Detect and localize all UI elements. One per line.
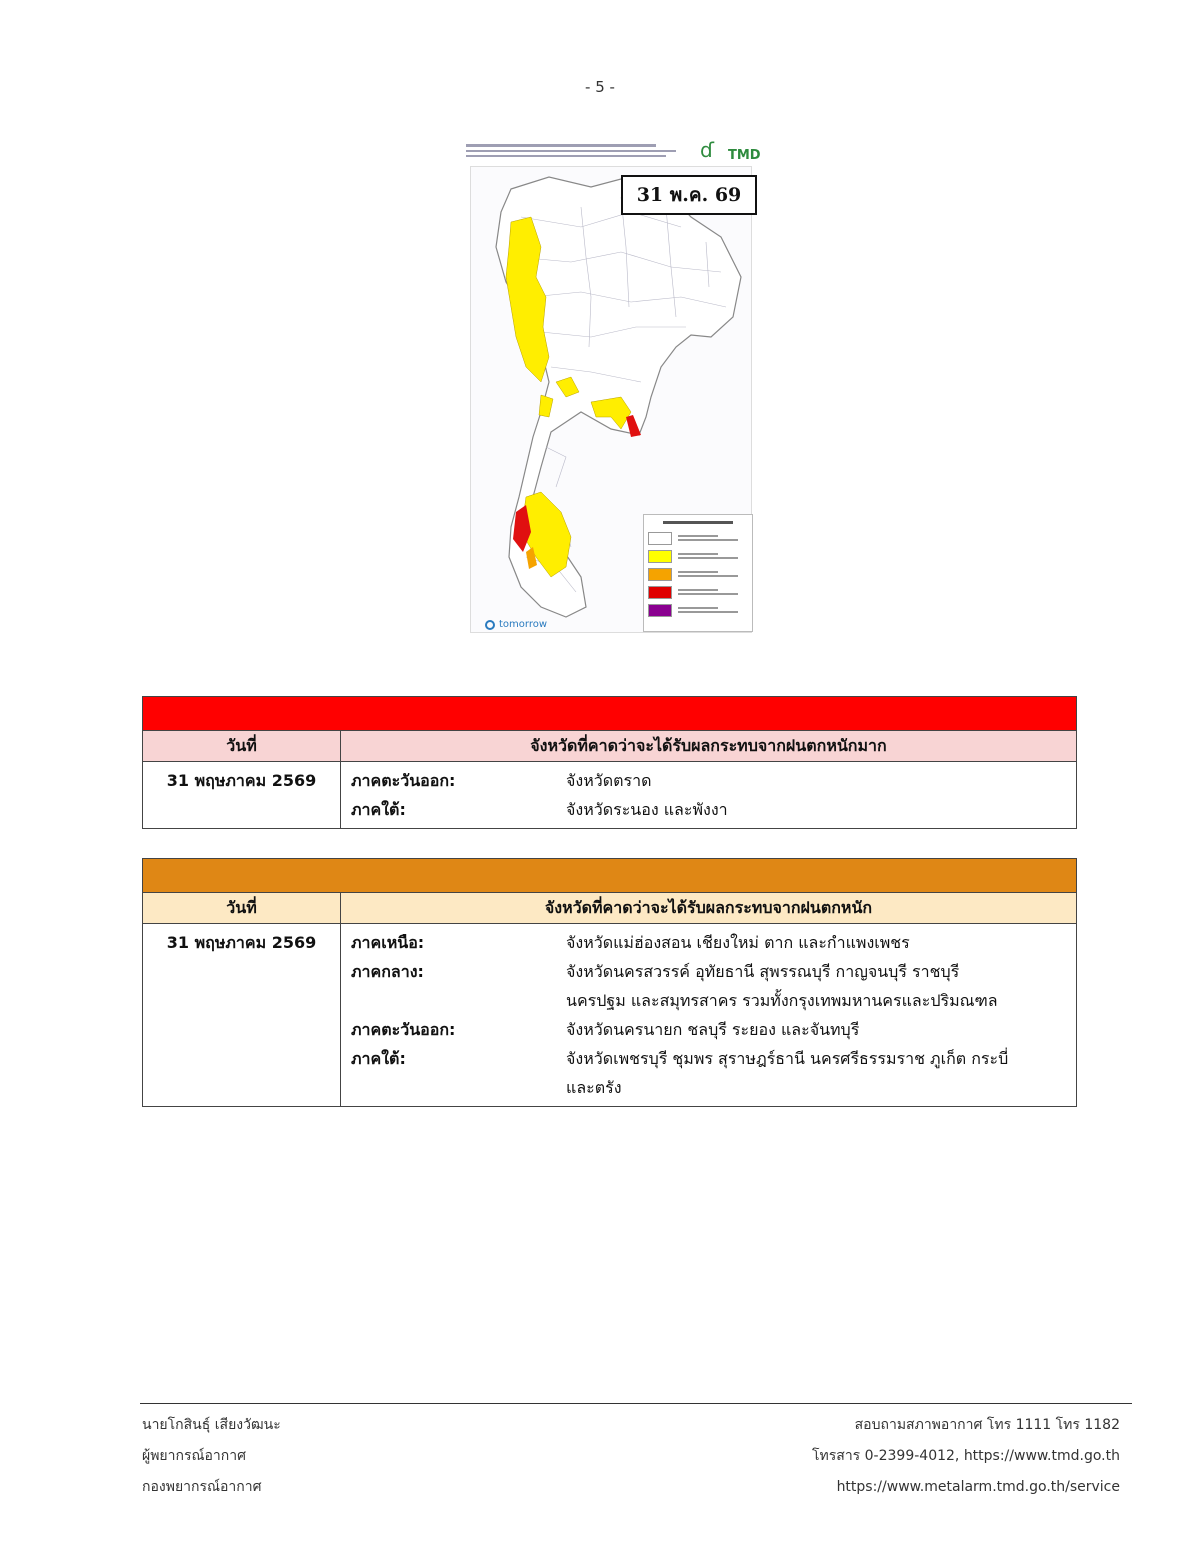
region-line: [351, 957, 1068, 986]
region-name: ภาคใต้:: [351, 800, 406, 819]
map-subtitle-line: [466, 150, 676, 152]
region-name: ภาคตะวันออก:: [351, 771, 456, 790]
map-canvas: [470, 166, 752, 633]
region-name: ภาคตะวันออก:: [351, 1020, 456, 1039]
region-provinces: จังหวัดนครสวรรค์ อุทัยธานี สุพรรณบุรี กาญจนบุรี ราชบุรี: [566, 962, 960, 981]
hotline-text: สอบถามสภาพอากาศ โทร 1111 โทร 1182: [854, 1417, 1120, 1433]
footer-signature: [142, 1410, 281, 1503]
forecaster-name: นายโกสินธุ์ เสียงวัฒนะ: [142, 1417, 281, 1433]
footer-contact: [812, 1410, 1120, 1503]
map-date-stamp: 31 พ.ค. 69: [621, 175, 757, 215]
region-name: ภาคใต้:: [351, 1049, 406, 1068]
brand-leaf-icon: ɗ: [700, 138, 714, 162]
very-heavy-rain-band: [143, 697, 1077, 731]
legend-row: [648, 565, 748, 583]
map-subtitle-line: [466, 155, 666, 157]
forecast-date: 31 พฤษภาคม 2569: [143, 762, 341, 829]
page-number: - 5 -: [585, 78, 615, 96]
forecaster-position: ผู้พยากรณ์อากาศ: [142, 1448, 246, 1464]
service-link[interactable]: https://www.metalarm.tmd.go.th/service: [836, 1479, 1120, 1495]
column-header-date: วันที่: [143, 893, 341, 924]
region-provinces: นครปฐม และสมุทรสาคร รวมทั้งกรุงเทพมหานครและปริมณฑล: [566, 991, 998, 1010]
brand-logo: TMD: [728, 148, 761, 163]
tomorrow-logo: [485, 619, 547, 630]
region-name: ภาคเหนือ:: [351, 933, 425, 952]
region-line: [351, 766, 1068, 795]
legend-row: [648, 529, 748, 547]
affected-regions: [341, 762, 1077, 829]
legend-swatch: [648, 604, 672, 617]
region-line: [351, 928, 1068, 957]
column-header-date: วันที่: [143, 731, 341, 762]
region-provinces: จังหวัดแม่ฮ่องสอน เชียงใหม่ ตาก และกำแพงเพชร: [566, 933, 910, 952]
region-line: [351, 1073, 1068, 1102]
map-header: [460, 136, 760, 166]
tomorrow-logo-icon: [485, 620, 495, 630]
rain-forecast-map: [460, 136, 760, 636]
very-heavy-rain-table: [142, 696, 1077, 829]
column-header-provinces: จังหวัดที่คาดว่าจะได้รับผลกระทบจากฝนตกหนัก: [341, 893, 1077, 924]
legend-title-line: [663, 521, 733, 524]
legend-row: [648, 583, 748, 601]
legend-swatch: [648, 586, 672, 599]
region-name: [351, 1073, 566, 1102]
map-legend: [643, 514, 753, 632]
region-line: [351, 795, 1068, 824]
legend-swatch: [648, 568, 672, 581]
forecast-date: 31 พฤษภาคม 2569: [143, 924, 341, 1107]
column-header-provinces: จังหวัดที่คาดว่าจะได้รับผลกระทบจากฝนตกหนักมาก: [341, 731, 1077, 762]
region-line: [351, 1044, 1068, 1073]
legend-swatch: [648, 532, 672, 545]
region-provinces: จังหวัดตราด: [566, 771, 652, 790]
tomorrow-logo-text: tomorrow: [499, 619, 548, 630]
region-provinces: จังหวัดระนอง และพังงา: [566, 800, 728, 819]
region-name: [351, 986, 566, 1015]
region-line: [351, 1015, 1068, 1044]
legend-row: [648, 601, 748, 619]
legend-row: [648, 547, 748, 565]
map-title-line: [466, 144, 656, 147]
region-name: ภาคกลาง:: [351, 962, 424, 981]
legend-swatch: [648, 550, 672, 563]
region-line: [351, 986, 1068, 1015]
fax-and-website[interactable]: โทรสาร 0-2399-4012, https://www.tmd.go.th: [812, 1448, 1120, 1464]
heavy-rain-table: [142, 858, 1077, 1107]
forecast-division: กองพยากรณ์อากาศ: [142, 1479, 262, 1495]
region-provinces: และตรัง: [566, 1078, 622, 1097]
region-provinces: จังหวัดเพชรบุรี ชุมพร สุราษฎร์ธานี นครศรีธรรมราช ภูเก็ต กระบี่: [566, 1049, 1009, 1068]
region-provinces: จังหวัดนครนายก ชลบุรี ระยอง และจันทบุรี: [566, 1020, 860, 1039]
footer-divider: [140, 1403, 1132, 1404]
affected-regions: [341, 924, 1077, 1107]
heavy-rain-band: [143, 859, 1077, 893]
